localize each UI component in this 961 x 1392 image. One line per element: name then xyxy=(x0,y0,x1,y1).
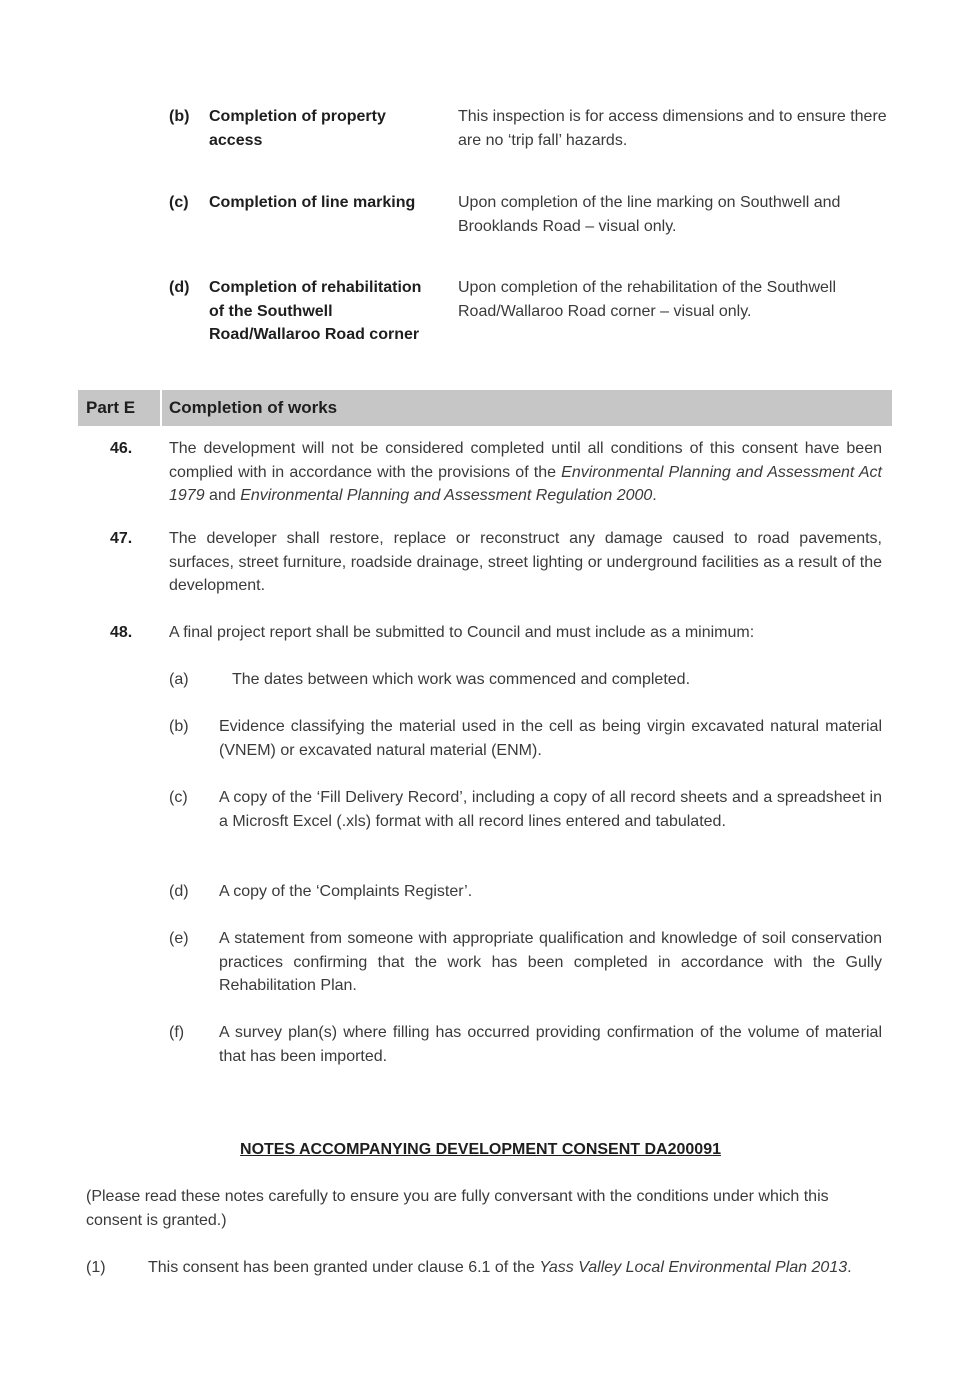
regulation-title: Environmental Planning and Assessment Regulation 2000 xyxy=(240,487,653,504)
list-item-letter: (f) xyxy=(169,1024,185,1041)
list-item-letter: (d) xyxy=(169,883,189,900)
condition-number: 46. xyxy=(110,440,133,457)
notes-intro: (Please read these notes carefully to ensure you are fully conversant with the conditions under which this consent is granted.) xyxy=(86,1188,829,1229)
list-item-letter: (a) xyxy=(169,671,189,688)
condition-number: 48. xyxy=(110,624,133,641)
condition-number: 47. xyxy=(110,530,133,547)
list-item-text: Evidence classifying the material used in the cell as being virgin excavated natural material (VNEM) or excavated natural material (ENM). xyxy=(219,718,882,759)
note-text: This consent has been granted under clause 6.1 of the Yass Valley Local Environmental Plan 2013. xyxy=(148,1259,852,1276)
inspection-description: This inspection is for access dimensions and to ensure there are no ‘trip fall’ hazards. xyxy=(458,108,887,149)
list-item-text: The dates between which work was commenced and completed. xyxy=(232,671,691,688)
inspection-title: Completion of property access xyxy=(209,108,386,149)
list-item-text: A copy of the ‘Complaints Register’. xyxy=(219,883,473,900)
condition-text: A final project report shall be submitted to Council and must include as a minimum: xyxy=(169,624,755,641)
notes-heading: NOTES ACCOMPANYING DEVELOPMENT CONSENT DA200091 xyxy=(240,1141,721,1158)
inspection-description: Upon completion of the line marking on Southwell and Brooklands Road – visual only. xyxy=(458,194,841,235)
list-item-text: A copy of the ‘Fill Delivery Record’, including a copy of all record sheets and a spreadsheet in a Microsft Excel (.xls) format with all record lines entered and tabulated. xyxy=(219,789,882,830)
condition-text: The developer shall restore, replace or reconstruct any damage caused to road pavements, surfaces, street furniture, roadside drainage, street lighting or underground facilities as a result of the development. xyxy=(169,530,882,594)
inspection-letter: (c) xyxy=(169,194,189,211)
part-divider xyxy=(160,390,162,426)
list-item-letter: (c) xyxy=(169,789,188,806)
list-item-text: A survey plan(s) where filling has occurred providing confirmation of the volume of material that has been imported. xyxy=(219,1024,882,1065)
act-title: Environmental Planning and Assessment Act 1979 xyxy=(169,463,882,504)
lep-title: Yass Valley Local Environmental Plan 2013 xyxy=(539,1259,848,1276)
list-item-text: A statement from someone with appropriate qualification and knowledge of soil conservation practices confirming that the work has been completed in accordance with the Gully Rehabilitation Plan. xyxy=(219,930,882,994)
part-header xyxy=(78,390,892,426)
inspection-description: Upon completion of the rehabilitation of the Southwell Road/Wallaroo Road corner – visual only. xyxy=(458,279,837,320)
condition-text: The development will not be considered completed until all conditions of this consent have been complied with in accordance with the provisions of the Environmental Planning and Assessment Act 1979 and Environmental Planning and Assessment Regulation 2000. xyxy=(169,440,882,504)
part-title: Completion of works xyxy=(169,398,338,417)
inspection-letter: (d) xyxy=(169,279,190,296)
part-label: Part E xyxy=(86,398,136,417)
note-number: (1) xyxy=(86,1259,106,1276)
list-item-letter: (b) xyxy=(169,718,189,735)
list-item-letter: (e) xyxy=(169,930,189,947)
inspection-title: Completion of rehabilitation of the Southwell Road/Wallaroo Road corner xyxy=(209,279,422,343)
inspection-letter: (b) xyxy=(169,108,190,125)
inspection-title: Completion of line marking xyxy=(209,194,416,211)
